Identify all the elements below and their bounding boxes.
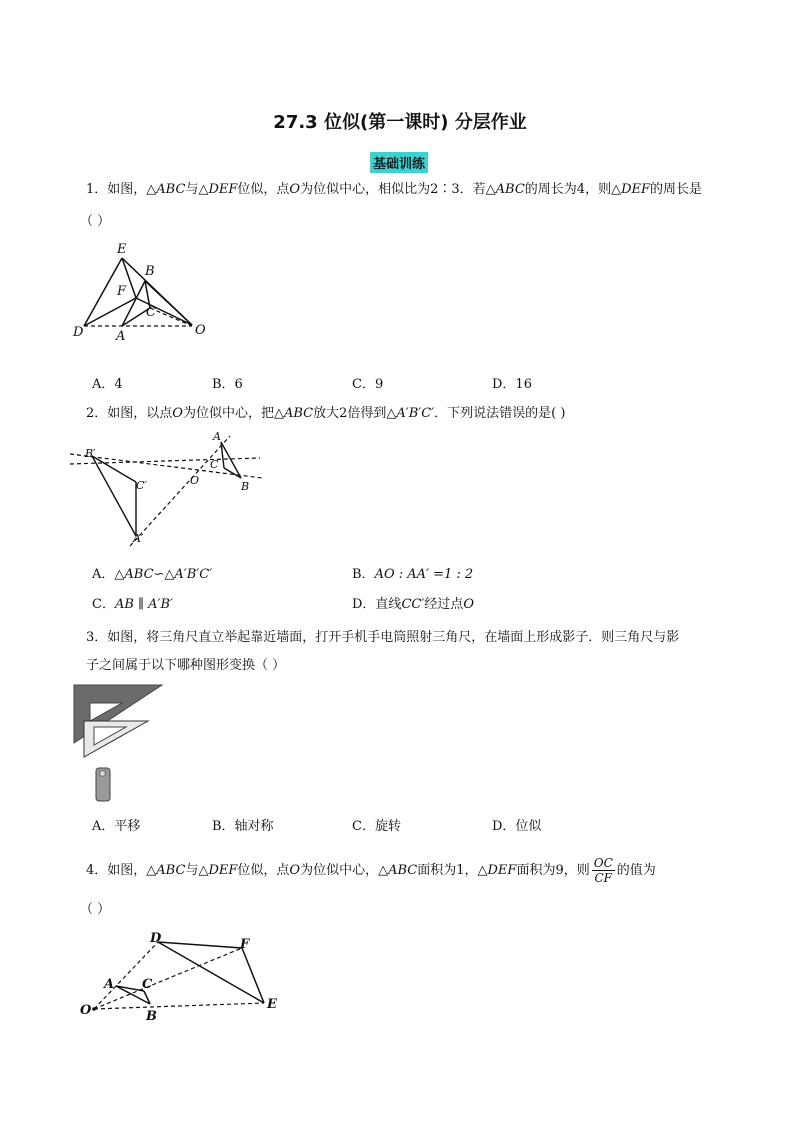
math-triangle: △A′B′C′ bbox=[386, 406, 435, 421]
option-a: A．4 bbox=[92, 377, 123, 392]
math-triangle: △DEF bbox=[477, 863, 517, 878]
figure-q2 bbox=[70, 428, 270, 553]
option-math: △ABC∽△A′B′C′ bbox=[114, 567, 213, 582]
option-text: 经过点 bbox=[424, 597, 464, 612]
figure-label: F bbox=[240, 937, 250, 952]
math-point: O bbox=[172, 406, 183, 421]
math-triangle: △DEF bbox=[198, 182, 238, 197]
option-math: O bbox=[463, 597, 474, 612]
question-text: 面积为9，则 bbox=[516, 863, 590, 878]
math-point: O bbox=[289, 182, 301, 197]
option-c: C．9 bbox=[352, 377, 384, 392]
math-triangle: △ABC bbox=[146, 182, 186, 197]
question-text: 为位似中心， bbox=[300, 863, 379, 878]
figure-label: B′ bbox=[85, 447, 96, 460]
option-math: CC′ bbox=[401, 597, 425, 612]
question-text: ．下列说法错误的是( ) bbox=[434, 406, 566, 421]
question-text: 如图， bbox=[107, 182, 147, 197]
option-prefix: A． bbox=[92, 567, 115, 582]
question-number: 2． bbox=[86, 406, 108, 421]
question-2-line-1 bbox=[86, 404, 565, 424]
figure-label: O bbox=[190, 474, 200, 487]
option-c bbox=[92, 596, 173, 614]
question-4-line-1 bbox=[86, 856, 656, 885]
fraction-denominator: CF bbox=[594, 871, 612, 885]
question-text: 为位似中心，相似比为 bbox=[300, 182, 431, 197]
option-b bbox=[352, 566, 473, 584]
question-1-line-1 bbox=[86, 180, 702, 200]
option-d bbox=[352, 596, 474, 614]
math-triangle: △DEF bbox=[611, 182, 651, 197]
option-prefix: C． bbox=[92, 597, 115, 612]
question-text: 与 bbox=[185, 863, 199, 878]
figure-q3 bbox=[70, 683, 165, 803]
figure-label: A bbox=[104, 977, 115, 992]
question-number: 4． bbox=[86, 863, 108, 878]
question-text: 的周长为4，则 bbox=[524, 182, 612, 197]
question-text: 的周长是 bbox=[650, 182, 703, 197]
figure-label: B bbox=[241, 480, 250, 493]
figure-q4 bbox=[74, 928, 294, 1023]
question-text: 位似，点 bbox=[237, 863, 290, 878]
answer-parentheses: （ ） bbox=[80, 902, 111, 917]
question-text: 位似，点 bbox=[237, 182, 290, 197]
figure-label: C bbox=[210, 458, 219, 471]
figure-label: C bbox=[146, 305, 156, 320]
question-3-line-2: 子之间属于以下哪种图形变换（ ） bbox=[86, 658, 286, 673]
figure-label: E bbox=[267, 997, 277, 1012]
option-a bbox=[92, 566, 212, 584]
question-text: 面积为1， bbox=[417, 863, 478, 878]
option-c: C．旋转 bbox=[352, 819, 401, 834]
question-number: 1． bbox=[86, 182, 108, 197]
question-text: 如图，以点 bbox=[107, 406, 173, 421]
question-text: ．若 bbox=[459, 182, 486, 197]
option-d: D．16 bbox=[492, 377, 532, 392]
math-triangle: △ABC bbox=[378, 863, 418, 878]
figure-label: O bbox=[195, 323, 206, 338]
math-ratio: 2∶3 bbox=[430, 182, 460, 197]
figure-label: A bbox=[213, 430, 221, 443]
figure-label: C bbox=[142, 977, 153, 992]
math-triangle: △DEF bbox=[198, 863, 238, 878]
option-a: A．平移 bbox=[92, 819, 141, 834]
figure-label: F bbox=[117, 284, 127, 299]
math-triangle: △ABC bbox=[146, 863, 186, 878]
question-text: 与 bbox=[185, 182, 199, 197]
option-math: AO : AA′ =1 : 2 bbox=[374, 567, 474, 582]
option-b: B．轴对称 bbox=[212, 819, 274, 834]
option-math: AB ∥ A′B′ bbox=[114, 597, 174, 612]
option-prefix: D．直线 bbox=[352, 597, 402, 612]
question-text: 为位似中心，把 bbox=[182, 406, 274, 421]
math-point: O bbox=[289, 863, 301, 878]
answer-parentheses: （ ） bbox=[80, 214, 111, 229]
figure-q1 bbox=[70, 240, 220, 345]
figure-label: A′ bbox=[133, 532, 144, 545]
page-title: 27.3 位似(第一课时) 分层作业 bbox=[273, 112, 527, 133]
fraction-numerator: OC bbox=[593, 856, 613, 870]
figure-label: B bbox=[146, 1009, 157, 1023]
math-triangle: △ABC bbox=[485, 182, 525, 197]
question-text: 放大2倍得到 bbox=[313, 406, 387, 421]
figure-label: B bbox=[145, 264, 155, 279]
option-prefix: B． bbox=[352, 567, 375, 582]
figure-label: E bbox=[117, 242, 127, 257]
figure-label: D bbox=[150, 931, 162, 946]
figure-label: O bbox=[80, 1003, 92, 1018]
figure-label: D bbox=[73, 325, 84, 340]
math-fraction bbox=[592, 856, 615, 885]
option-d: D．位似 bbox=[492, 819, 542, 834]
question-number: 3． bbox=[86, 630, 108, 645]
figure-label: A bbox=[116, 329, 126, 344]
figure-label: C′ bbox=[136, 479, 147, 492]
option-b: B．6 bbox=[212, 377, 243, 392]
question-text: 的值为 bbox=[616, 863, 656, 878]
question-text: 如图，将三角尺直立举起靠近墙面，打开手机手电筒照射三角尺，在墙面上形成影子．则三角尺与影 bbox=[107, 630, 680, 645]
question-3-line-1 bbox=[86, 628, 679, 648]
section-label: 基础训练 bbox=[370, 152, 428, 173]
question-text: 如图， bbox=[107, 863, 147, 878]
math-triangle: △ABC bbox=[273, 406, 314, 421]
